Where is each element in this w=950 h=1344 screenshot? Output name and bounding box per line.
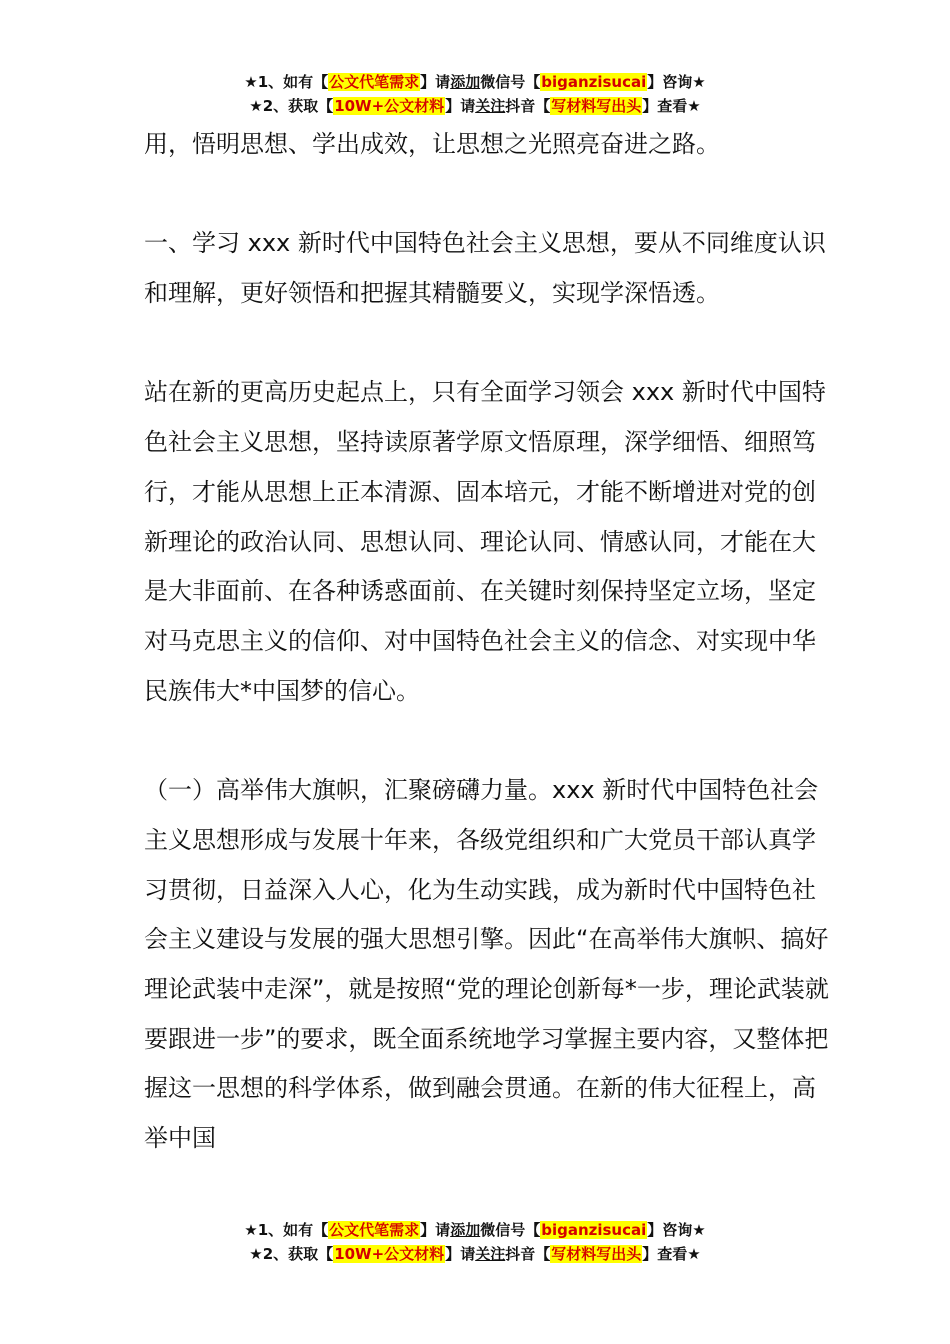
promo-text: 】请: [445, 1245, 476, 1263]
promo-line-2: [0, 1242, 950, 1266]
header-promo-banner: [0, 70, 950, 118]
promo-text: 微信号【: [480, 1221, 541, 1239]
promo-underline: 关注: [475, 97, 506, 115]
paragraph: 站在新的更高历史起点上，只有全面学习领会 xxx 新时代中国特色社会主义思想，坚持读原著学原文悟原理，深学细悟、细照笃行，才能从思想上正本清源、固本培元，才能不断增进对党的创新理论的政治认同、思想认同、理论认同、情感认同，才能在大是大非面前、在各种诱惑面前、在关键时刻保持坚定立场，坚定对马克思主义的信仰、对中国特色社会主义的信念、对实现中华民族伟大*中国梦的信心。: [144, 378, 826, 705]
section-heading: 一、学习 xxx 新时代中国特色社会主义思想，要从不同维度认识和理解，更好领悟和把握其精髓要义，实现学深悟透。: [144, 229, 826, 308]
promo-highlight: 10W+公文材料: [334, 1245, 445, 1263]
promo-underline: 添加: [450, 1221, 481, 1239]
promo-line-1: [0, 70, 950, 94]
paragraph-continuation: 用，悟明思想、学出成效，让思想之光照亮奋进之路。: [144, 130, 720, 158]
promo-text: 】请: [445, 97, 476, 115]
promo-text: 】请: [420, 73, 451, 91]
promo-text: ★2、获取【: [249, 97, 334, 115]
footer-promo-banner: [0, 1218, 950, 1266]
promo-highlight: 写材料写出头: [551, 97, 642, 115]
promo-text: ★1、如有【: [244, 73, 329, 91]
promo-highlight: biganzisucai: [541, 73, 647, 91]
promo-text: 微信号【: [480, 73, 541, 91]
promo-underline: 添加: [450, 73, 481, 91]
promo-line-2: [0, 94, 950, 118]
paragraph: （一）高举伟大旗帜，汇聚磅礴力量。xxx 新时代中国特色社会主义思想形成与发展十年来，各级党组织和广大党员干部认真学习贯彻，日益深入人心，化为生动实践，成为新时代中国特色社会主义建设与发展的强大思想引擎。因此“在高举伟大旗帜、搞好理论武装中走深”，就是按照“党的理论创新每*一步，理论武装就要跟进一步”的要求，既全面系统地学习掌握主要内容，又整体把握这一思想的科学体系，做到融会贯通。在新的伟大征程上，高举中国: [144, 776, 829, 1153]
promo-highlight: 公文代笔需求: [329, 1221, 420, 1239]
promo-underline: 关注: [475, 1245, 506, 1263]
promo-text: ★2、获取【: [249, 1245, 334, 1263]
promo-text: ★1、如有【: [244, 1221, 329, 1239]
promo-text: 】查看★: [642, 1245, 701, 1263]
promo-text: 抖音【: [505, 97, 551, 115]
promo-highlight: 写材料写出头: [551, 1245, 642, 1263]
promo-text: 抖音【: [505, 1245, 551, 1263]
promo-highlight: biganzisucai: [541, 1221, 647, 1239]
document-body: [144, 120, 834, 1213]
promo-text: 】查看★: [642, 97, 701, 115]
promo-text: 】请: [420, 1221, 451, 1239]
promo-text: 】咨询★: [647, 1221, 706, 1239]
promo-highlight: 公文代笔需求: [329, 73, 420, 91]
promo-text: 】咨询★: [647, 73, 706, 91]
promo-highlight: 10W+公文材料: [334, 97, 445, 115]
promo-line-1: [0, 1218, 950, 1242]
